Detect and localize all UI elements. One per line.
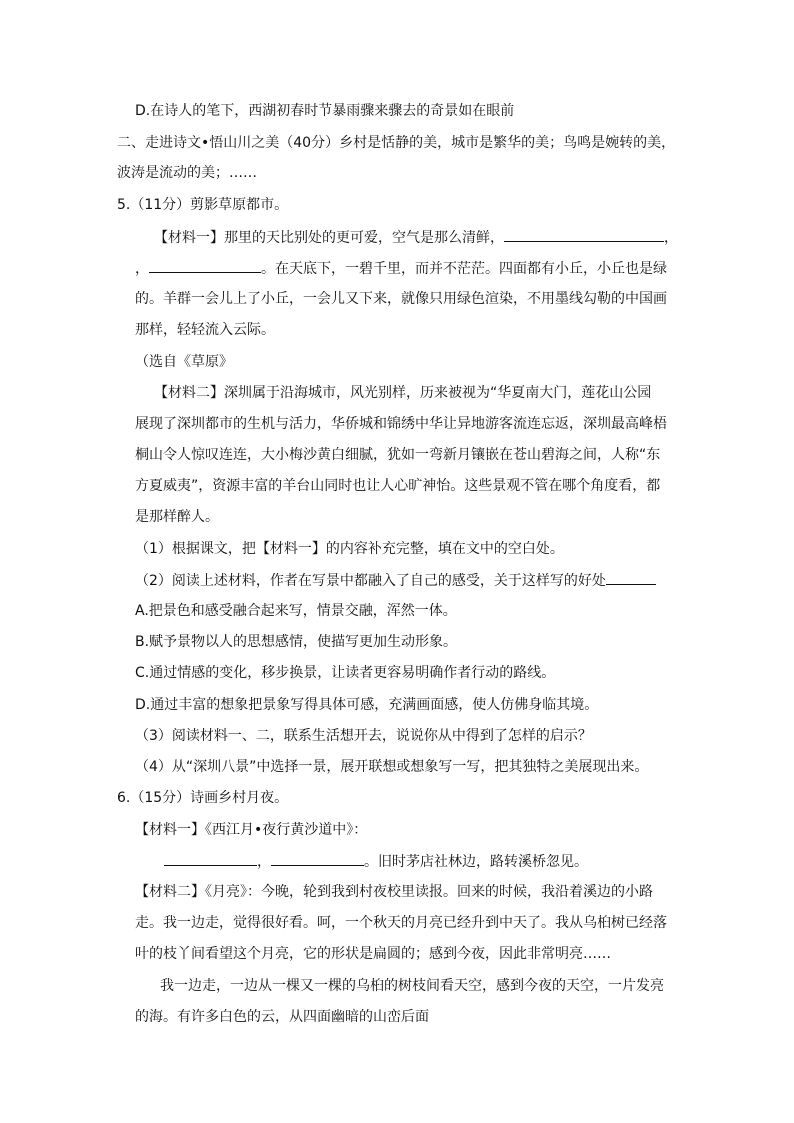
question-5-title: 5.（11分）剪影草原都市。 (117, 197, 289, 213)
material-one-source: （选自《草原》 (135, 354, 233, 370)
answer-blank[interactable] (164, 851, 257, 866)
material-one-line-4: 那样，轻轻流入云际。 (135, 322, 275, 338)
option-a: A.把景色和感受融合起来写，情景交融，浑然一体。 (135, 603, 457, 619)
option-d: D.通过丰富的想象把景象写得具体可感，充满画面感，使人仿佛身临其境。 (135, 697, 599, 713)
comma: ， (135, 261, 149, 277)
material-two-line-4: 方夏威夷”，资源丰富的羊台山同时也让人心旷神怡。这些景观不管在哪个角度看，都 (135, 478, 661, 494)
material-two-line-3: 桐山令人惊叹连连，大小梅沙黄白细腻，犹如一弯新月镶嵌在苍山碧海之间，人称“东 (135, 447, 661, 463)
question-5-2-text: （2）阅读上述材料，作者在写景中都融入了自己的感受，关于这样写的好处 (135, 573, 606, 589)
answer-blank[interactable] (504, 227, 664, 242)
question-6-title: 6.（15分）诗画乡村月夜。 (117, 790, 289, 806)
material-one-line-2 (135, 258, 667, 279)
section-two-continued: 波涛是流动的美；…… (117, 165, 257, 181)
q6-poem-line (164, 851, 588, 872)
q6-material-two-line-4: 我一边走，一边从一棵又一棵的乌桕的树枝间看天空，感到今夜的天空，一片发亮 (160, 978, 664, 994)
material-one-line-1 (154, 227, 678, 248)
answer-blank[interactable] (606, 570, 656, 585)
comma: ， (257, 854, 271, 870)
material-one-text: 。在天底下，一碧千里，而并不茫茫。四面都有小丘，小丘也是绿 (261, 261, 667, 277)
comma: ， (664, 230, 678, 246)
option-b: B.赋予景物以人的思想感情，使描写更加生动形象。 (135, 634, 458, 650)
question-5-1: （1）根据课文，把【材料一】的内容补充完整，填在文中的空白处。 (135, 541, 564, 557)
question-5-4: （4）从“深圳八景”中选择一景，展开联想或想象写一写，把其独特之美展现出来。 (135, 759, 649, 775)
question-5-3: （3）阅读材料一、二，联系生活想开去，说说你从中得到了怎样的启示？ (135, 728, 592, 744)
q6-material-two-line-2: 走。我一边走，觉得很好看。呵，一个秋天的月亮已经升到中天了。我从乌桕树已经落 (135, 915, 667, 931)
material-two-line-2: 展现了深圳都市的生机与活力，华侨城和锦绣中华让异地游客流连忘返，深圳最高峰梧 (135, 416, 667, 432)
q6-material-two-line-5: 的海。有许多白色的云，从四面幽暗的山峦后面 (135, 1009, 429, 1025)
answer-blank[interactable] (271, 851, 364, 866)
option-d-line: D.在诗人的笔下，西湖初春时节暴雨骤来骤去的奇景如在眼前 (135, 103, 515, 119)
material-one-line-3: 的。羊群一会儿上了小丘，一会儿又下来，就像只用绿色渲染，不用墨线勾勒的中国画 (135, 291, 667, 307)
material-one-text: 【材料一】那里的天比别处的更可爱，空气是那么清鲜， (154, 230, 504, 246)
section-two-heading: 二、走进诗文•悟山川之美（40分）乡村是恬静的美，城市是繁华的美；鸟鸣是婉转的美， (117, 135, 676, 151)
q6-material-two-line-1: 【材料二】《月亮》：今晚，轮到我到村夜校里读报。回来的时候，我沿着溪边的小路 (135, 884, 653, 900)
option-c: C.通过情感的变化，移步换景，让读者更容易明确作者行动的路线。 (135, 665, 556, 681)
poem-text: 。旧时茅店社林边，路转溪桥忽见。 (364, 854, 588, 870)
answer-blank[interactable] (149, 258, 261, 273)
q6-material-two-line-3: 叶的枝丫间看望这个月亮，它的形状是扁圆的；感到今夜，因此非常明亮…… (135, 946, 611, 962)
material-two-line-1: 【材料二】深圳属于沿海城市，风光别样，历来被视为“华夏南大门，莲花山公园 (154, 385, 652, 401)
question-5-2 (135, 570, 656, 591)
material-two-line-5: 是那样醉人。 (135, 509, 219, 525)
q6-material-one-label: 【材料一】《西江月•夜行黄沙道中》： (135, 822, 368, 838)
